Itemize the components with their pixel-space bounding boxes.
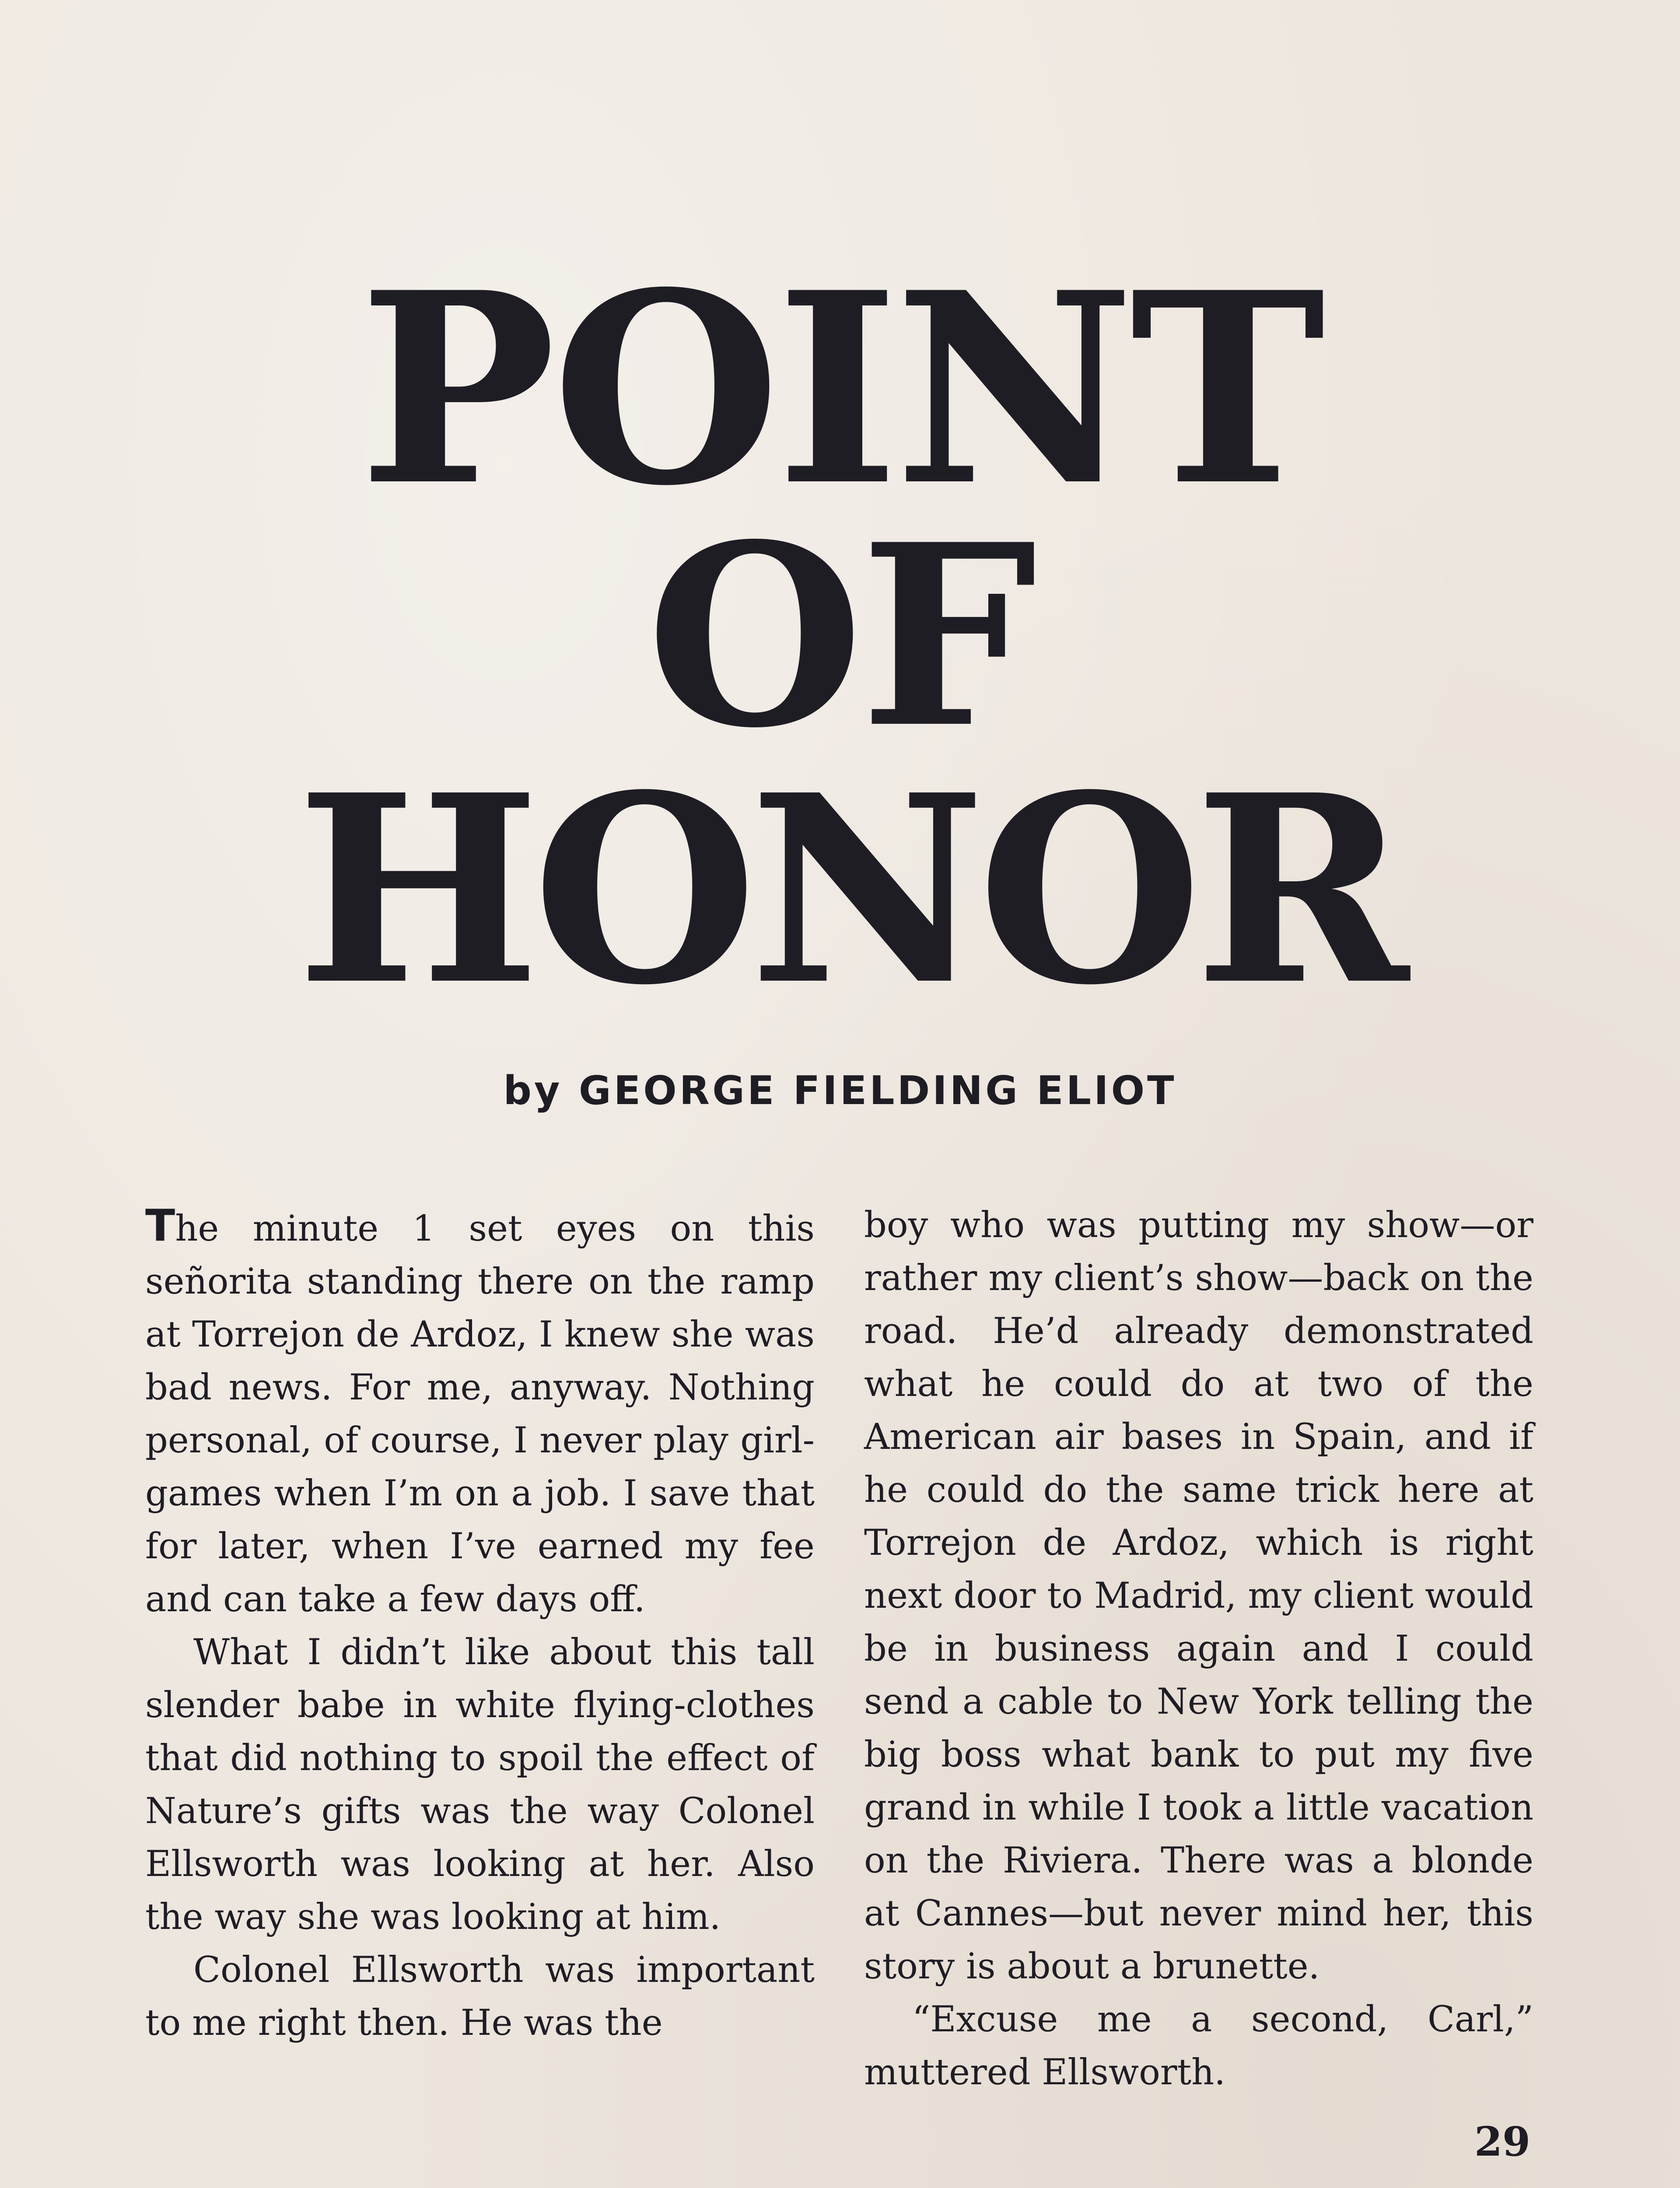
paragraph: “Excuse me a second, Carl,” muttered Ellsworth. bbox=[864, 1999, 1533, 2093]
paragraph: What I didn’t like about this tall slender babe in white flying-clothes that did nothing to spoil the effect of Nature’s gifts was the way Colonel Ellsworth was looking at her. Also the way she was looking at him. bbox=[145, 1632, 815, 1938]
paragraph bbox=[145, 1199, 815, 1626]
paragraph: Colonel Ellsworth was important to me right then. He was the bbox=[145, 1950, 815, 2044]
author-byline: by GEORGE FIELDING ELIOT bbox=[503, 1068, 1177, 1114]
story-column-left bbox=[145, 1199, 815, 2050]
story-column-right bbox=[864, 1199, 1533, 2099]
title-line-point: POINT bbox=[359, 235, 1321, 543]
title-line-honor: HONOR bbox=[296, 739, 1401, 1042]
paragraph-text: he minute 1 set eyes on this señorita standing there on the ramp at Torrejon de Ardoz, I knew she was bad news. For me, anyway. Nothing personal, of course, I never play girl-games when I’m on a job. I save that for later, when I’ve earned my fee and can take a few days off. bbox=[145, 1208, 815, 1620]
page-number: 29 bbox=[1474, 2118, 1531, 2165]
drop-cap: T bbox=[145, 1200, 175, 1251]
paragraph: boy who was putting my show—or rather my client’s show—back on the road. He’d already demonstrated what he could do at two of the American air bases in Spain, and if he could do the same trick here at Torrejon de Ardoz, which is right next door to Madrid, my client would be in business again and I could send a cable to New York telling the big boss what bank to put my five grand in while I took a little vacation on the Riviera. There was a blonde at Cannes—but never mind her, this story is about a brunette. bbox=[864, 1205, 1533, 1987]
title-line-of: OF bbox=[646, 490, 1034, 783]
